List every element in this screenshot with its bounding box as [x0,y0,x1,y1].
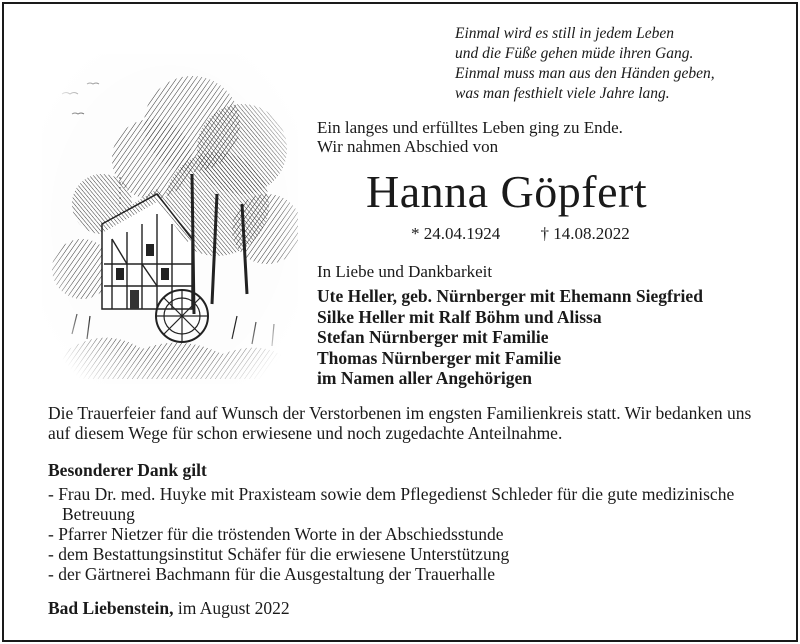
love-line: In Liebe und Dankbarkeit [317,262,493,281]
mourner-line: im Namen aller Angehörigen [317,368,533,388]
poem-line: Einmal wird es still in jedem Leben [455,25,674,42]
poem-line: Einmal muss man aus den Händen geben, [455,65,715,82]
thanks-item: - Pfarrer Nietzer für die tröstenden Worte in der Abschiedsstunde [48,524,504,544]
death-date: † 14.08.2022 [540,224,630,243]
mourner-line: Ute Heller, geb. Nürnberger mit Ehemann Siegfried [317,286,703,306]
thanks-item: - Frau Dr. med. Huyke mit Praxisteam sowie dem Pflegedienst Schleder für die gute medizinische Betreuung [48,484,735,524]
closing-date: im August 2022 [177,598,290,618]
poem-line: und die Füße gehen müde ihren Gang. [455,45,694,62]
closing-line [48,598,290,619]
mourner-line: Thomas Nürnberger mit Familie [317,347,562,368]
mourner-line: Stefan Nürnberger mit Familie [317,327,549,347]
deceased-name: Hanna Göpfert [366,166,648,217]
poem [455,24,785,104]
thanks-list [48,484,768,584]
mourners-list [317,286,703,389]
mourner-line: Silke Heller mit Ralf Böhm und Alissa [317,306,602,327]
life-dates [411,224,630,244]
mill-drawing [42,54,298,384]
poem-line: was man festhielt viele Jahre lang. [455,85,670,102]
thanks-heading: Besonderer Dank gilt [48,460,207,480]
closing-place: Bad Liebenstein, [48,598,174,618]
birth-date: * 24.04.1924 [411,224,501,243]
intro-text [317,118,623,156]
intro-line: Ein langes und erfülltes Leben ging zu Ende. [317,118,623,137]
thanks-item: - der Gärtnerei Bachmann für die Ausgestaltung der Trauerhalle [48,564,496,584]
thanks-item: - dem Bestattungsinstitut Schäfer für die erwiesene Unterstützung [48,544,510,564]
intro-line: Wir nahmen Abschied von [317,137,499,156]
ceremony-text: Die Trauerfeier fand auf Wunsch der Verstorbenen im engsten Familienkreis statt. Wir bedanken uns auf diesem Wege für schon erwiesene und noch zugedachte Anteilnahme. [48,403,752,443]
